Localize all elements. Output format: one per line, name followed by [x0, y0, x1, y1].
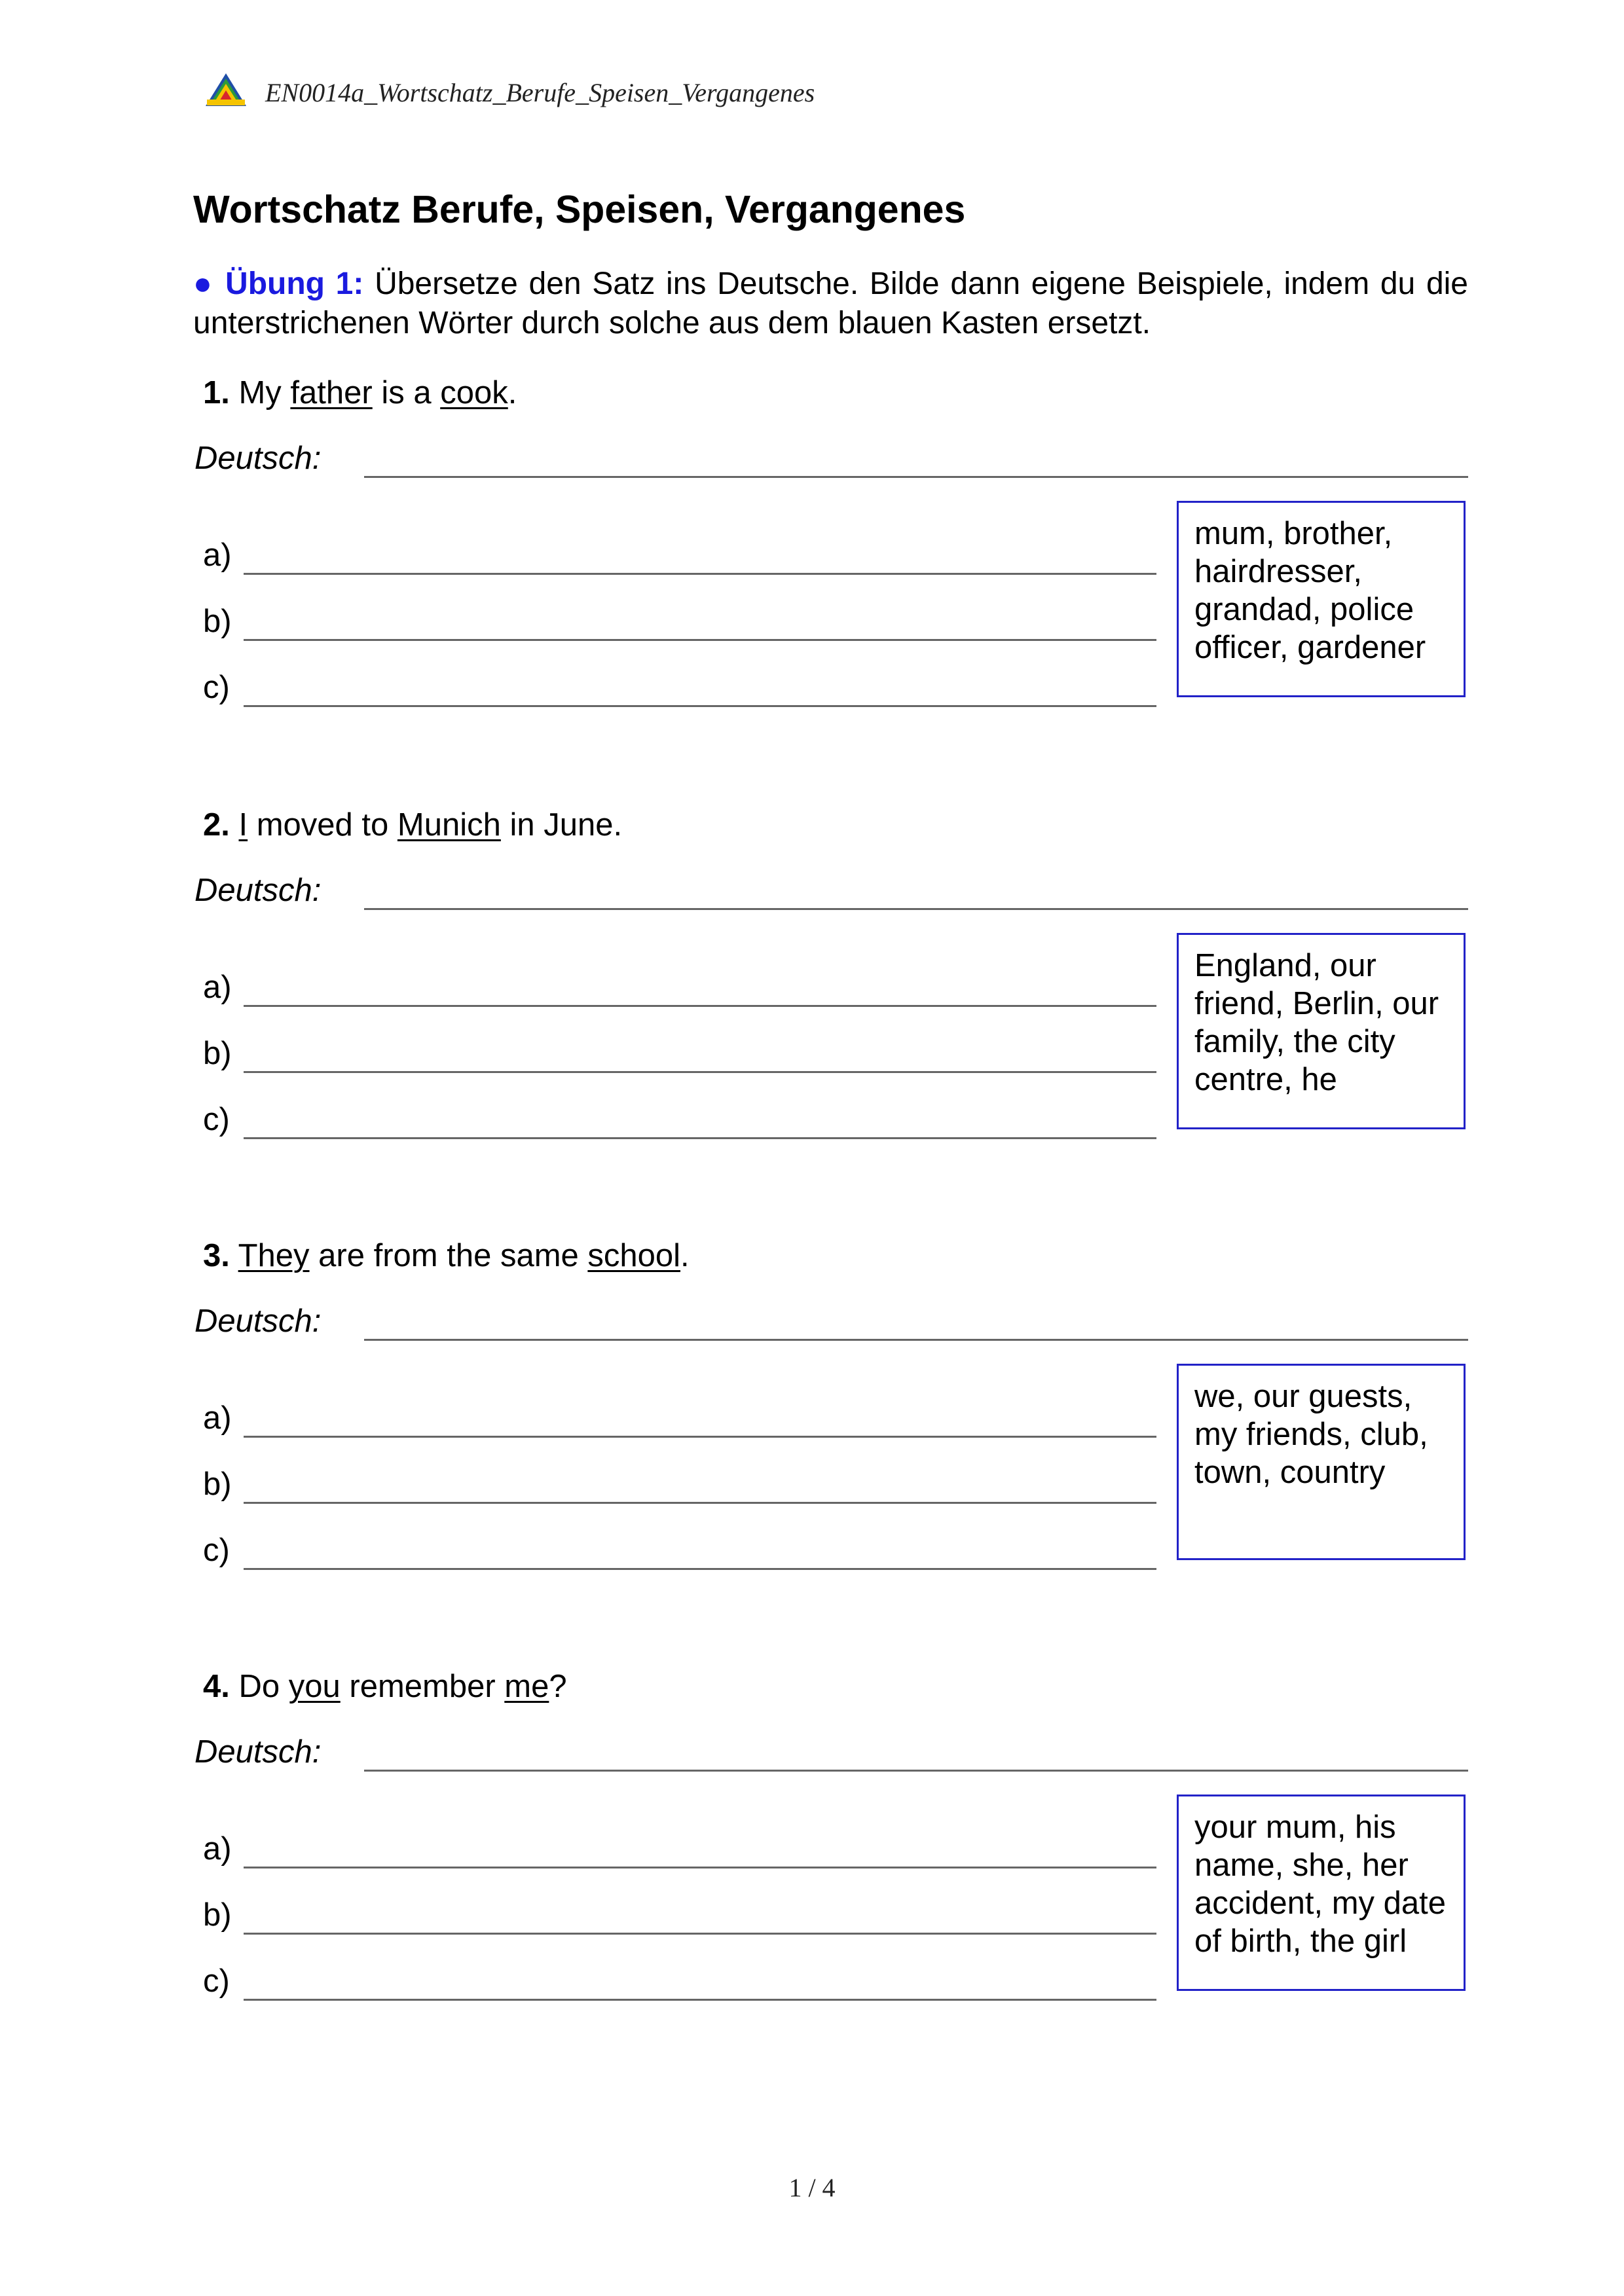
answer-label-c: c): [203, 1963, 230, 1999]
deutsch-label: Deutsch:: [194, 873, 322, 908]
answer-line-a[interactable]: [244, 1005, 1156, 1007]
sentence-2: 2. I moved to Munich in June.: [203, 807, 623, 843]
page-title: Wortschatz Berufe, Speisen, Vergangenes: [193, 188, 966, 231]
word-box: mum, brother, hairdresser, grandad, police officer, gardener: [1177, 501, 1466, 697]
deutsch-label: Deutsch:: [194, 441, 322, 476]
answer-label-a: a): [203, 1400, 232, 1436]
answer-label-b: b): [203, 604, 232, 639]
underlined-word: school: [587, 1238, 681, 1273]
underlined-word: cook: [440, 375, 508, 410]
answer-line-b[interactable]: [244, 1071, 1156, 1073]
deutsch-answer-line[interactable]: [364, 1770, 1468, 1772]
answer-line-a[interactable]: [244, 1867, 1156, 1868]
answer-line-b[interactable]: [244, 1502, 1156, 1504]
deutsch-answer-line[interactable]: [364, 476, 1468, 478]
underlined-word: me: [504, 1669, 549, 1704]
underlined-word: father: [290, 375, 373, 410]
answer-line-b[interactable]: [244, 639, 1156, 641]
page-number: 1 / 4: [788, 2173, 836, 2202]
underlined-word: They: [238, 1238, 310, 1273]
answer-line-a[interactable]: [244, 1436, 1156, 1438]
exercise-instructions: [193, 264, 1468, 343]
answer-line-c[interactable]: [244, 1137, 1156, 1139]
answer-label-a: a): [203, 970, 232, 1005]
deutsch-answer-line[interactable]: [364, 1339, 1468, 1341]
underlined-word: I: [238, 807, 248, 843]
answer-label-c: c): [203, 1102, 230, 1137]
exercise-2: [0, 807, 1624, 1239]
document-id: EN0014a_Wortschatz_Berufe_Speisen_Vergangenes: [265, 78, 815, 107]
underlined-word: you: [288, 1669, 341, 1704]
word-box: England, our friend, Berlin, our family, the city centre, he: [1177, 933, 1466, 1129]
answer-label-b: b): [203, 1036, 232, 1071]
word-box: we, our guests, my friends, club, town, country: [1177, 1364, 1466, 1560]
deutsch-label: Deutsch:: [194, 1303, 322, 1339]
deutsch-label: Deutsch:: [194, 1734, 322, 1770]
word-box: your mum, his name, she, her accident, my date of birth, the girl: [1177, 1795, 1466, 1991]
sentence-4: 4. Do you remember me?: [203, 1669, 567, 1704]
answer-line-c[interactable]: [244, 705, 1156, 707]
exercise-1: [0, 374, 1624, 807]
instruction-text: Übersetze den Satz ins Deutsche. Bilde dann eigene Beispiele, indem du die unterstrichenen Wörter durch solche aus dem blauen Kasten ersetzt.: [193, 266, 1469, 340]
answer-label-a: a): [203, 1831, 232, 1867]
publisher-logo: [204, 72, 248, 109]
underlined-word: Munich: [397, 807, 501, 843]
exercise-4: [0, 1668, 1624, 2100]
answer-line-b[interactable]: [244, 1933, 1156, 1935]
answer-label-c: c): [203, 670, 230, 705]
exercise-label: ● Übung 1:: [193, 266, 364, 301]
answer-label-a: a): [203, 538, 232, 573]
answer-line-c[interactable]: [244, 1568, 1156, 1570]
sentence-1: 1. My father is a cook.: [203, 375, 517, 410]
exercise-3: [0, 1237, 1624, 1669]
answer-line-c[interactable]: [244, 1999, 1156, 2001]
answer-line-a[interactable]: [244, 573, 1156, 575]
answer-label-b: b): [203, 1467, 232, 1502]
deutsch-answer-line[interactable]: [364, 908, 1468, 910]
answer-label-b: b): [203, 1897, 232, 1933]
sentence-3: 3. They are from the same school.: [203, 1238, 690, 1273]
answer-label-c: c): [203, 1533, 230, 1568]
